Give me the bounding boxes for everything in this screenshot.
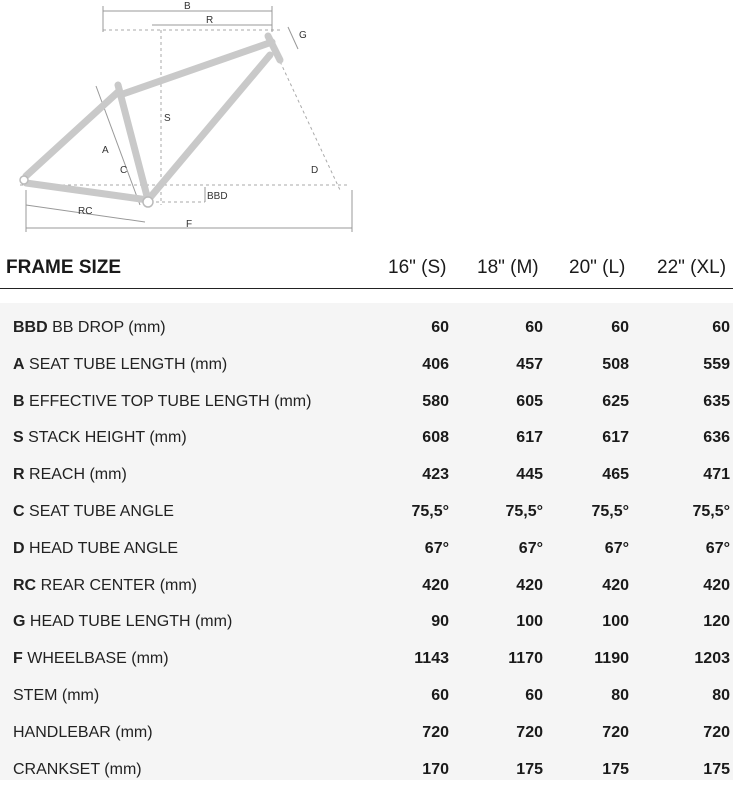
- value-xl: 471: [703, 466, 730, 483]
- value-s: 608: [422, 429, 449, 446]
- value-m: 457: [516, 356, 543, 373]
- value-s: 90: [431, 613, 449, 630]
- frame-diagram-svg: [0, 0, 370, 240]
- dim-label-g: G: [299, 30, 307, 41]
- value-m: 445: [516, 466, 543, 483]
- dim-label-f: F: [186, 219, 193, 230]
- row-code: G: [13, 613, 26, 630]
- row-name: HEAD TUBE LENGTH (mm): [29, 613, 233, 630]
- value-l: 625: [602, 393, 629, 410]
- value-xl: 1203: [694, 650, 730, 667]
- value-l: 617: [602, 429, 629, 446]
- row-name: STEM (mm): [13, 687, 100, 704]
- row-name: HANDLEBAR (mm): [13, 724, 153, 741]
- size-s-heading: 16" (S): [388, 257, 447, 278]
- table-row: [0, 752, 733, 789]
- row-code: B: [13, 393, 25, 410]
- value-xl: 720: [703, 724, 730, 741]
- value-l: 720: [602, 724, 629, 741]
- row-name: STACK HEIGHT (mm): [28, 429, 187, 446]
- row-label: [13, 429, 187, 447]
- value-m: 420: [516, 577, 543, 594]
- value-l: 80: [611, 687, 629, 704]
- value-m: 100: [516, 613, 543, 630]
- value-l: 75,5°: [591, 503, 629, 520]
- table-row: [0, 678, 733, 715]
- value-xl: 60: [712, 319, 730, 336]
- row-label: [13, 540, 178, 558]
- dim-label-bbd: BBD: [207, 191, 228, 202]
- dim-label-c: C: [120, 165, 128, 176]
- row-code: R: [13, 466, 25, 483]
- value-l: 60: [611, 319, 629, 336]
- value-xl: 75,5°: [692, 503, 730, 520]
- value-m: 605: [516, 393, 543, 410]
- row-label: [13, 577, 197, 595]
- value-m: 67°: [518, 540, 543, 557]
- row-label: [13, 503, 174, 521]
- value-m: 60: [525, 687, 543, 704]
- row-name: WHEELBASE (mm): [27, 650, 169, 667]
- value-s: 170: [422, 761, 449, 778]
- value-m: 1170: [508, 650, 543, 667]
- value-xl: 67°: [705, 540, 730, 557]
- table-row: [0, 568, 733, 605]
- dim-label-r: R: [206, 15, 214, 26]
- table-row: [0, 457, 733, 494]
- dim-label-s: S: [164, 113, 171, 124]
- row-name: CRANKSET (mm): [13, 761, 142, 778]
- value-s: 420: [422, 577, 449, 594]
- dim-label-a: A: [102, 145, 109, 156]
- row-name: HEAD TUBE ANGLE: [29, 540, 179, 557]
- bike-frame: [26, 36, 280, 200]
- dim-label-rc: RC: [78, 206, 93, 217]
- value-s: 580: [422, 393, 449, 410]
- value-s: 1143: [414, 650, 449, 667]
- value-l: 420: [602, 577, 629, 594]
- table-row: [0, 310, 733, 347]
- table-row: [0, 347, 733, 384]
- value-l: 100: [602, 613, 629, 630]
- table-row: [0, 420, 733, 457]
- table-row: [0, 604, 733, 641]
- frame-geometry-diagram: [0, 0, 370, 240]
- value-xl: 635: [703, 393, 730, 410]
- row-label: [13, 613, 232, 631]
- size-l-heading: 20" (L): [569, 257, 626, 278]
- size-m-heading: 18" (M): [477, 257, 539, 278]
- value-m: 720: [516, 724, 543, 741]
- value-m: 75,5°: [505, 503, 543, 520]
- value-l: 67°: [604, 540, 629, 557]
- row-label: [13, 761, 142, 779]
- value-xl: 80: [712, 687, 730, 704]
- row-code: RC: [13, 577, 37, 594]
- size-xl-heading: 22" (XL): [657, 257, 727, 278]
- dim-label-d: D: [311, 165, 319, 176]
- value-s: 60: [431, 319, 449, 336]
- value-s: 423: [422, 466, 449, 483]
- row-name: EFFECTIVE TOP TUBE LENGTH (mm): [29, 393, 312, 410]
- table-row: [0, 715, 733, 752]
- value-l: 1190: [594, 650, 629, 667]
- value-s: 720: [422, 724, 449, 741]
- value-s: 406: [422, 356, 449, 373]
- value-xl: 636: [703, 429, 730, 446]
- frame-size-heading: FRAME SIZE: [6, 257, 122, 278]
- dim-label-b: B: [184, 1, 191, 12]
- table-row: [0, 641, 733, 678]
- row-label: [13, 393, 311, 411]
- row-label: [13, 356, 227, 374]
- rear-dropout: [20, 176, 28, 184]
- table-row: [0, 531, 733, 568]
- geometry-table: [0, 303, 733, 780]
- row-name: SEAT TUBE ANGLE: [29, 503, 174, 520]
- bottom-bracket: [143, 197, 153, 207]
- value-xl: 559: [703, 356, 730, 373]
- row-code: A: [13, 356, 25, 373]
- row-label: [13, 687, 99, 705]
- value-l: 508: [602, 356, 629, 373]
- row-label: [13, 724, 153, 742]
- value-s: 67°: [424, 540, 449, 557]
- value-xl: 420: [703, 577, 730, 594]
- row-name: REAR CENTER (mm): [40, 577, 197, 594]
- row-label: [13, 319, 166, 337]
- value-m: 175: [516, 761, 543, 778]
- value-m: 60: [525, 319, 543, 336]
- value-l: 465: [602, 466, 629, 483]
- table-row: [0, 494, 733, 531]
- value-xl: 175: [703, 761, 730, 778]
- row-name: SEAT TUBE LENGTH (mm): [29, 356, 228, 373]
- value-s: 75,5°: [411, 503, 449, 520]
- value-s: 60: [431, 687, 449, 704]
- value-m: 617: [516, 429, 543, 446]
- row-code: D: [13, 540, 25, 557]
- table-header: [0, 246, 733, 289]
- value-l: 175: [602, 761, 629, 778]
- value-xl: 120: [703, 613, 730, 630]
- table-row: [0, 384, 733, 421]
- row-code: C: [13, 503, 25, 520]
- reference-lines: [20, 30, 350, 205]
- row-name: BB DROP (mm): [52, 319, 166, 336]
- row-code: F: [13, 650, 23, 667]
- row-code: BBD: [13, 319, 48, 336]
- row-code: S: [13, 429, 24, 446]
- row-label: [13, 466, 127, 484]
- row-name: REACH (mm): [29, 466, 127, 483]
- row-label: [13, 650, 169, 668]
